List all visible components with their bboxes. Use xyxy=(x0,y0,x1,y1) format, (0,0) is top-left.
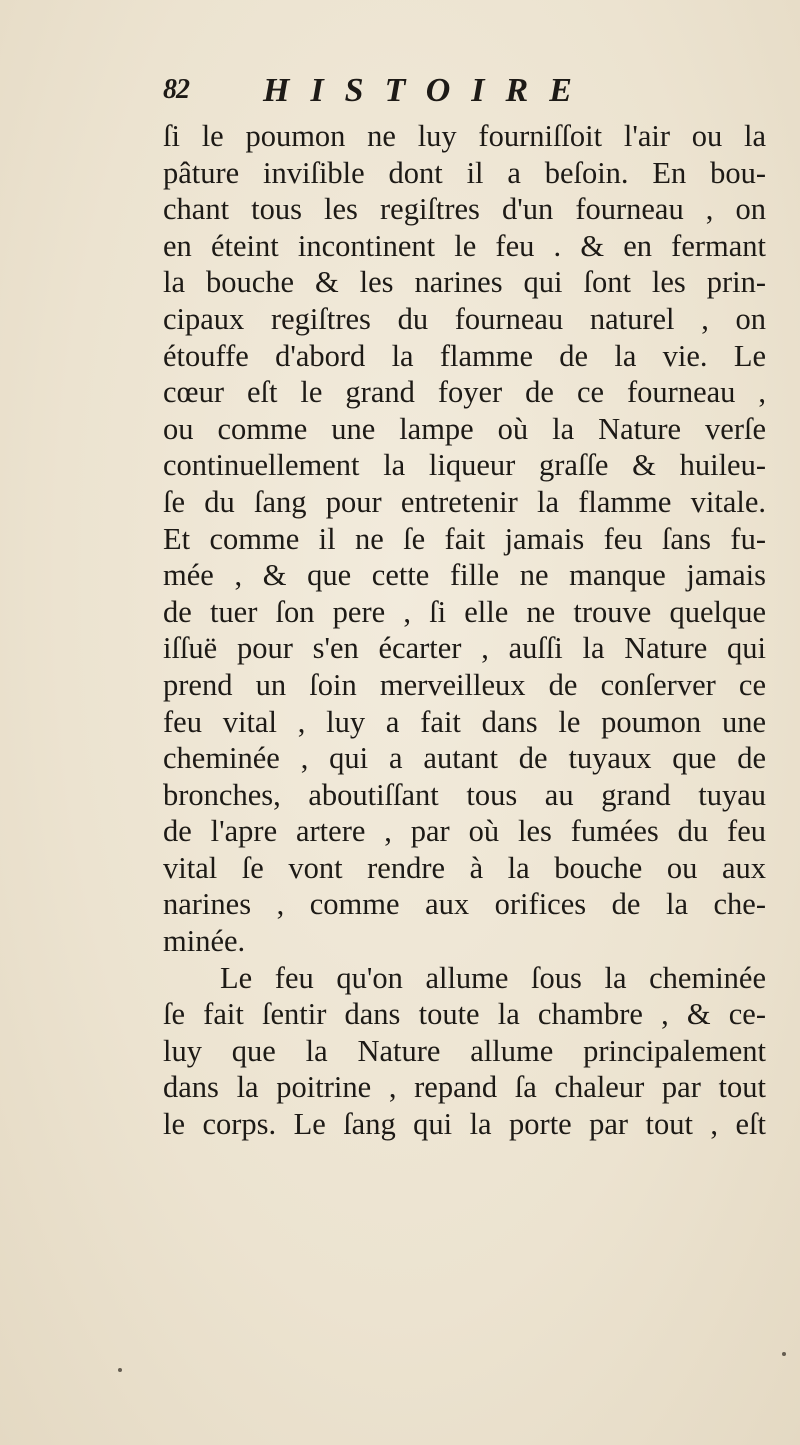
paragraph xyxy=(163,960,766,1143)
text-line: Le feu qu'on allume ſous la cheminée xyxy=(220,960,766,995)
text-line: bronches, aboutiſſant tous au grand tuyau xyxy=(163,777,766,812)
text-line: continuellement la liqueur graſſe & huileu- xyxy=(163,448,766,483)
running-title: HISTOIRE xyxy=(263,72,593,109)
text-line: vital ſe vont rendre à la bouche ou aux xyxy=(163,850,766,885)
text-line: étouffe d'abord la flamme de la vie. Le xyxy=(163,338,766,373)
text-line: feu vital , luy a fait dans le poumon une xyxy=(163,704,766,739)
text-line: iſſuë pour s'en écarter , auſſi la Nature qui xyxy=(163,631,766,666)
text-line: chant tous les regiſtres d'un fourneau , on xyxy=(163,192,766,227)
page-number: 82 xyxy=(163,74,189,105)
text-line: ſi le poumon ne luy fourniſſoit l'air ou la xyxy=(163,119,766,153)
text-line: prend un ſoin merveilleux de conſerver ce xyxy=(163,667,766,702)
text-line: le corps. Le ſang qui la porte par tout , eſt xyxy=(163,1107,766,1142)
paragraph xyxy=(163,118,766,960)
text-line: pâture inviſible dont il a beſoin. En bou- xyxy=(163,155,766,190)
text-line: cheminée , qui a autant de tuyaux que de xyxy=(163,741,766,776)
text-line: mée , & que cette fille ne manque jamais xyxy=(163,558,766,593)
text-line: ſe du ſang pour entretenir la flamme vitale. xyxy=(163,484,766,519)
ink-speck xyxy=(118,1368,122,1372)
text-line: de tuer ſon pere , ſi elle ne trouve quelque xyxy=(163,594,766,629)
text-line: cœur eſt le grand foyer de ce fourneau , xyxy=(163,375,766,410)
body-text xyxy=(163,118,766,1143)
text-line: ou comme une lampe où la Nature verſe xyxy=(163,411,766,446)
text-line: luy que la Nature allume principalement xyxy=(163,1033,766,1068)
text-line: dans la poitrine , repand ſa chaleur par tout xyxy=(163,1070,766,1105)
text-line: de l'apre artere , par où les fumées du feu xyxy=(163,814,766,849)
text-line: minée. xyxy=(163,924,246,959)
ink-speck xyxy=(782,1352,786,1356)
text-line: cipaux regiſtres du fourneau naturel , on xyxy=(163,301,766,336)
text-line: en éteint incontinent le feu . & en fermant xyxy=(163,228,766,263)
text-line: ſe fait ſentir dans toute la chambre , & ce- xyxy=(163,997,766,1032)
text-line: la bouche & les narines qui ſont les prin- xyxy=(163,265,766,300)
running-head xyxy=(163,72,703,118)
text-line: Et comme il ne ſe fait jamais feu ſans fu- xyxy=(163,521,766,556)
text-line: narines , comme aux orifices de la che- xyxy=(163,887,766,922)
